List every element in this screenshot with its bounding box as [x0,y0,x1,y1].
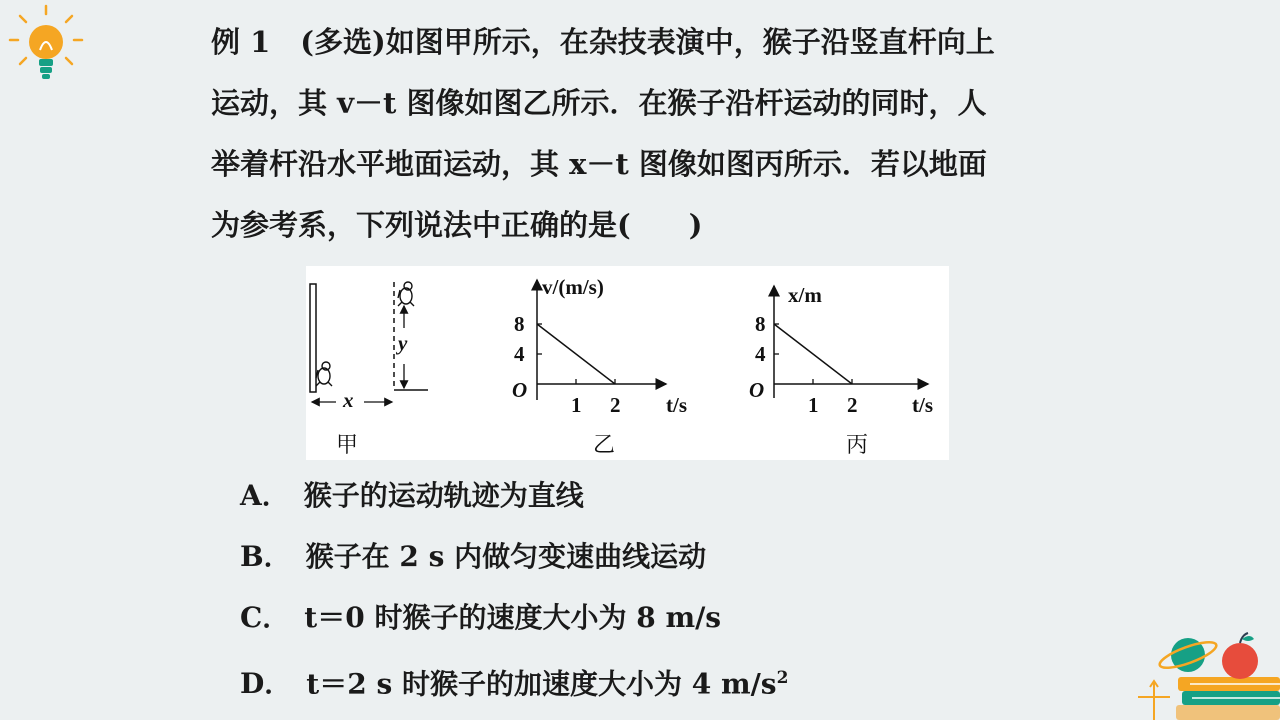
origin-label: O [749,378,765,402]
chart-bing [749,283,933,458]
panel-jia [310,282,428,458]
option-c[interactable] [240,587,788,648]
option-letter: D． [240,667,293,701]
monkey-start-icon [316,362,332,386]
x-tick-label: 1 [808,393,819,417]
option-text: t＝0 时猴子的速度大小为 8 m/s [304,601,722,634]
y-tick-label: 4 [514,342,525,366]
monkey-end-icon [398,282,414,306]
option-b[interactable] [240,526,788,587]
series-line [537,324,615,384]
figure-svg [306,266,949,460]
x-axis-label: t/s [666,393,687,417]
pole [310,284,316,392]
question-line-2: 运动，其 v－t 图像如图乙所示．在猴子沿杆运动的同时，人 [211,86,987,120]
caption-jia: 甲 [336,433,359,458]
figure-panel [306,266,949,460]
option-letter: C． [240,601,291,634]
option-d[interactable] [240,648,788,709]
label-x: x [343,388,354,412]
question-number: 例 1 [211,25,271,59]
option-text: 猴子的运动轨迹为直线 [303,479,584,512]
y-axis-label: x/m [788,283,822,307]
option-text: t＝2 s 时猴子的加速度大小为 4 m/s [306,667,777,701]
question-line-3: 举着杆沿水平地面运动，其 x－t 图像如图丙所示．若以地面 [211,147,987,181]
lightbulb-icon [6,4,86,86]
option-letter: A． [240,479,290,512]
question-line-4: 为参考系，下列说法中正确的是( ) [211,208,703,242]
answer-options [240,465,788,709]
y-tick-label: 8 [514,312,525,336]
y-axis-label: v/(m/s) [542,275,604,299]
y-tick-label: 8 [755,312,766,336]
chart-bing-marks [755,312,858,417]
x-tick-label: 2 [847,393,858,417]
chart-yi-marks [514,312,621,417]
x-axis-label: t/s [912,393,933,417]
question-line-1: 例 1 (多选)如图甲所示，在杂技表演中，猴子沿竖直杆向上 [211,25,995,59]
series-line [774,324,852,384]
option-sup: 2 [776,668,789,688]
y-tick-label: 4 [755,342,766,366]
label-y: y [398,331,408,355]
option-text: 猴子在 2 s 内做匀变速曲线运动 [305,540,707,573]
caption-yi: 乙 [593,433,616,458]
books-globe-apple-icon [1130,625,1280,720]
chart-yi [512,275,687,458]
origin-label: O [512,378,528,402]
caption-bing: 丙 [846,433,869,458]
x-tick-label: 2 [610,393,621,417]
option-letter: B． [240,540,292,573]
option-a[interactable] [240,465,788,526]
x-tick-label: 1 [571,393,582,417]
question-text [211,12,1051,256]
